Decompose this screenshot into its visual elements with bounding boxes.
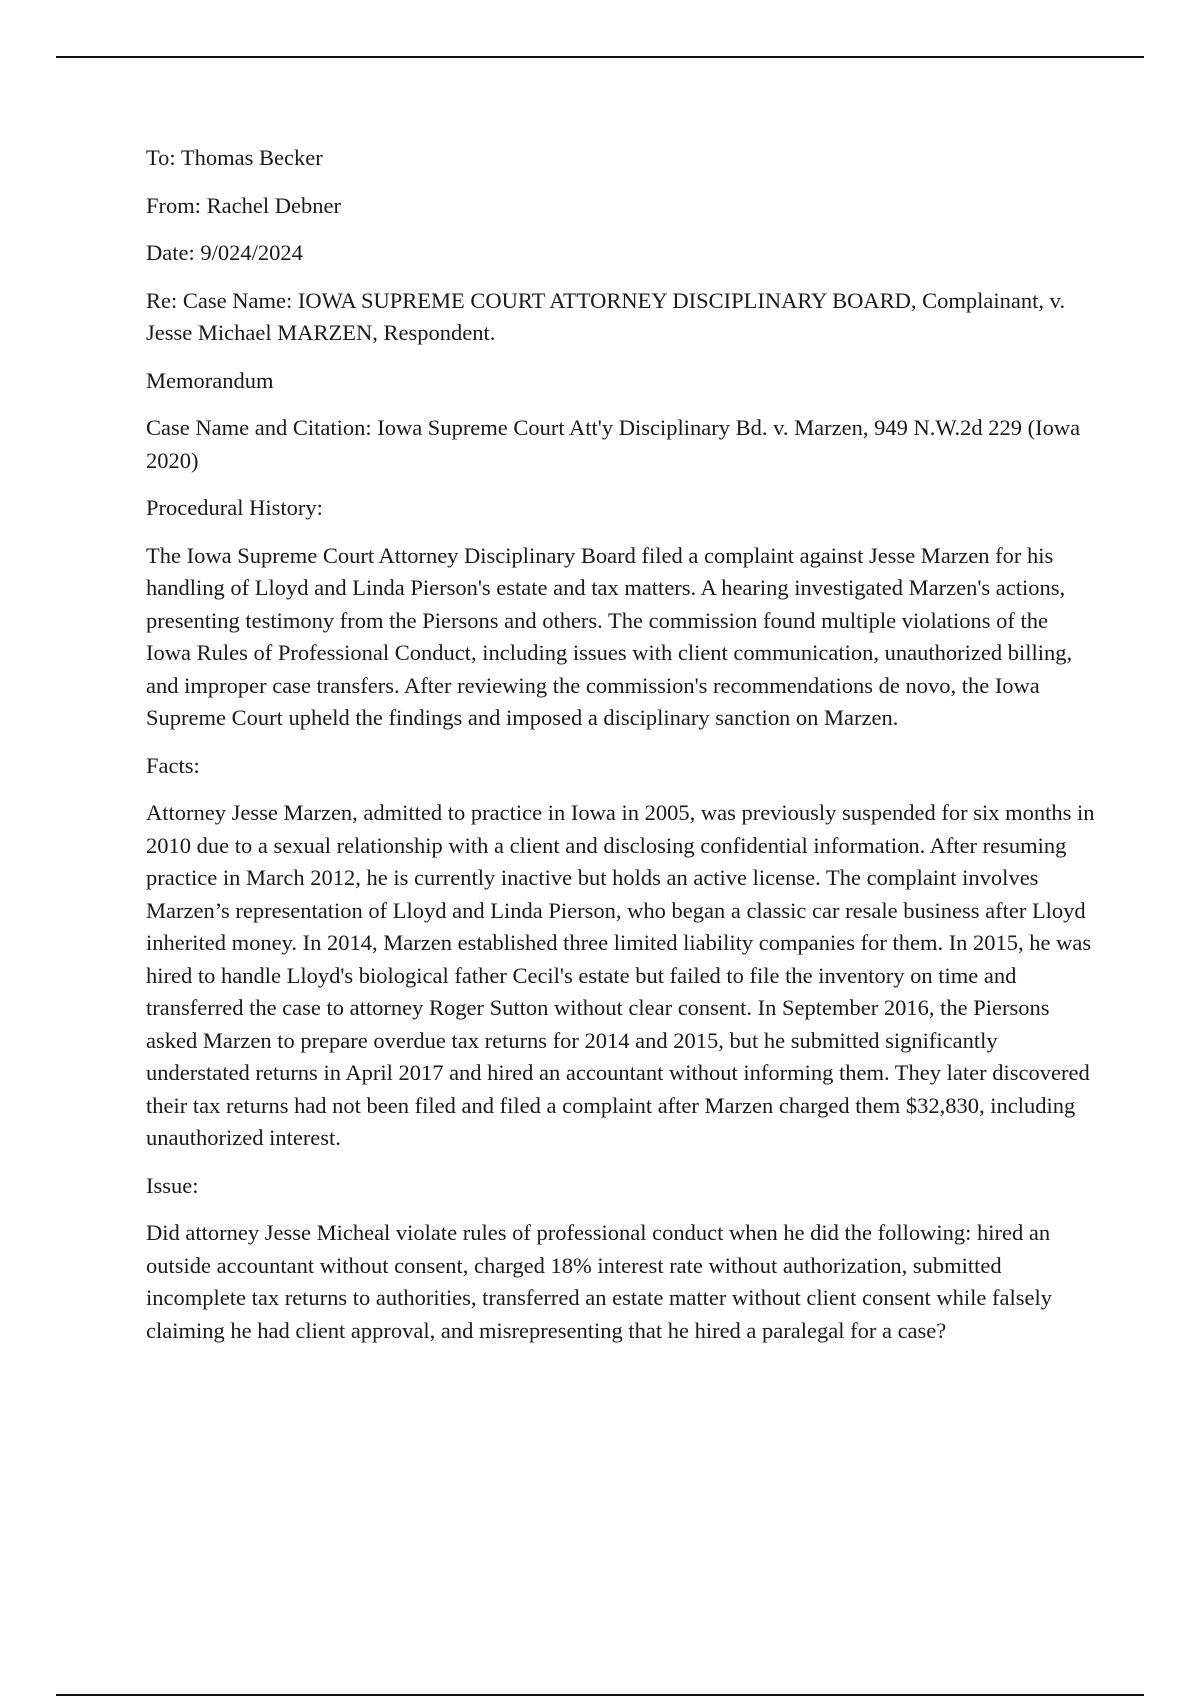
memo-date: Date: 9/024/2024: [146, 240, 303, 265]
memo-re: Re: Case Name: IOWA SUPREME COURT ATTORNEY DISCIPLINARY BOARD, Complainant, v. Jesse Michael MARZEN, Respondent.: [146, 287, 1066, 345]
bottom-rule: [56, 1694, 1144, 1696]
memo-citation: Case Name and Citation: Iowa Supreme Court Att'y Disciplinary Bd. v. Marzen, 949 N.W.2d 229 (Iowa 2020): [146, 415, 1081, 473]
top-rule: [56, 56, 1144, 58]
issue-paragraph: Did attorney Jesse Micheal violate rules of professional conduct when he did the following: hired an outside accountant without consent, charged 18% interest rate without authorization, submitted incomplete tax returns to authorities, transferred an estate matter without client consent while falsely claiming he had client approval, and misrepresenting that he hired a paralegal for a case?: [146, 1220, 1052, 1343]
facts-heading: Facts:: [146, 752, 200, 778]
memo-body: [146, 142, 1096, 1362]
issue-heading: Issue:: [146, 1172, 199, 1198]
memo-title: Memorandum: [146, 367, 274, 393]
facts-paragraph: Attorney Jesse Marzen, admitted to practice in Iowa in 2005, was previously suspended for six months in 2010 due to a sexual relationship with a client and disclosing confidential information. After resuming practice in March 2012, he is currently inactive but holds an active license. The complaint involves Marzen’s representation of Lloyd and Linda Pierson, who began a classic car resale business after Lloyd inherited money. In 2014, Marzen established three limited liability companies for them. In 2015, he was hired to handle Lloyd's biological father Cecil's estate but failed to file the inventory on time and transferred the case to attorney Roger Sutton without clear consent. In September 2016, the Piersons asked Marzen to prepare overdue tax returns for 2014 and 2015, but he submitted significantly understated returns in April 2017 and hired an accountant without informing them. They later discovered their tax returns had not been filed and filed a complaint after Marzen charged them $32,830, including unauthorized interest.: [146, 800, 1095, 1150]
procedural-history-heading: Procedural History:: [146, 495, 323, 520]
memo-from: From: Rachel Debner: [146, 192, 341, 218]
memo-to: To: Thomas Becker: [146, 145, 323, 170]
procedural-history-paragraph: The Iowa Supreme Court Attorney Disciplinary Board filed a complaint against Jesse Marzen for his handling of Lloyd and Linda Pierson's estate and tax matters. A hearing investigated Marzen's actions, presenting testimony from the Piersons and others. The commission found multiple violations of the Iowa Rules of Professional Conduct, including issues with client communication, unauthorized billing, and improper case transfers. After reviewing the commission's recommendations de novo, the Iowa Supreme Court upheld the findings and imposed a disciplinary sanction on Marzen.: [146, 542, 1073, 730]
